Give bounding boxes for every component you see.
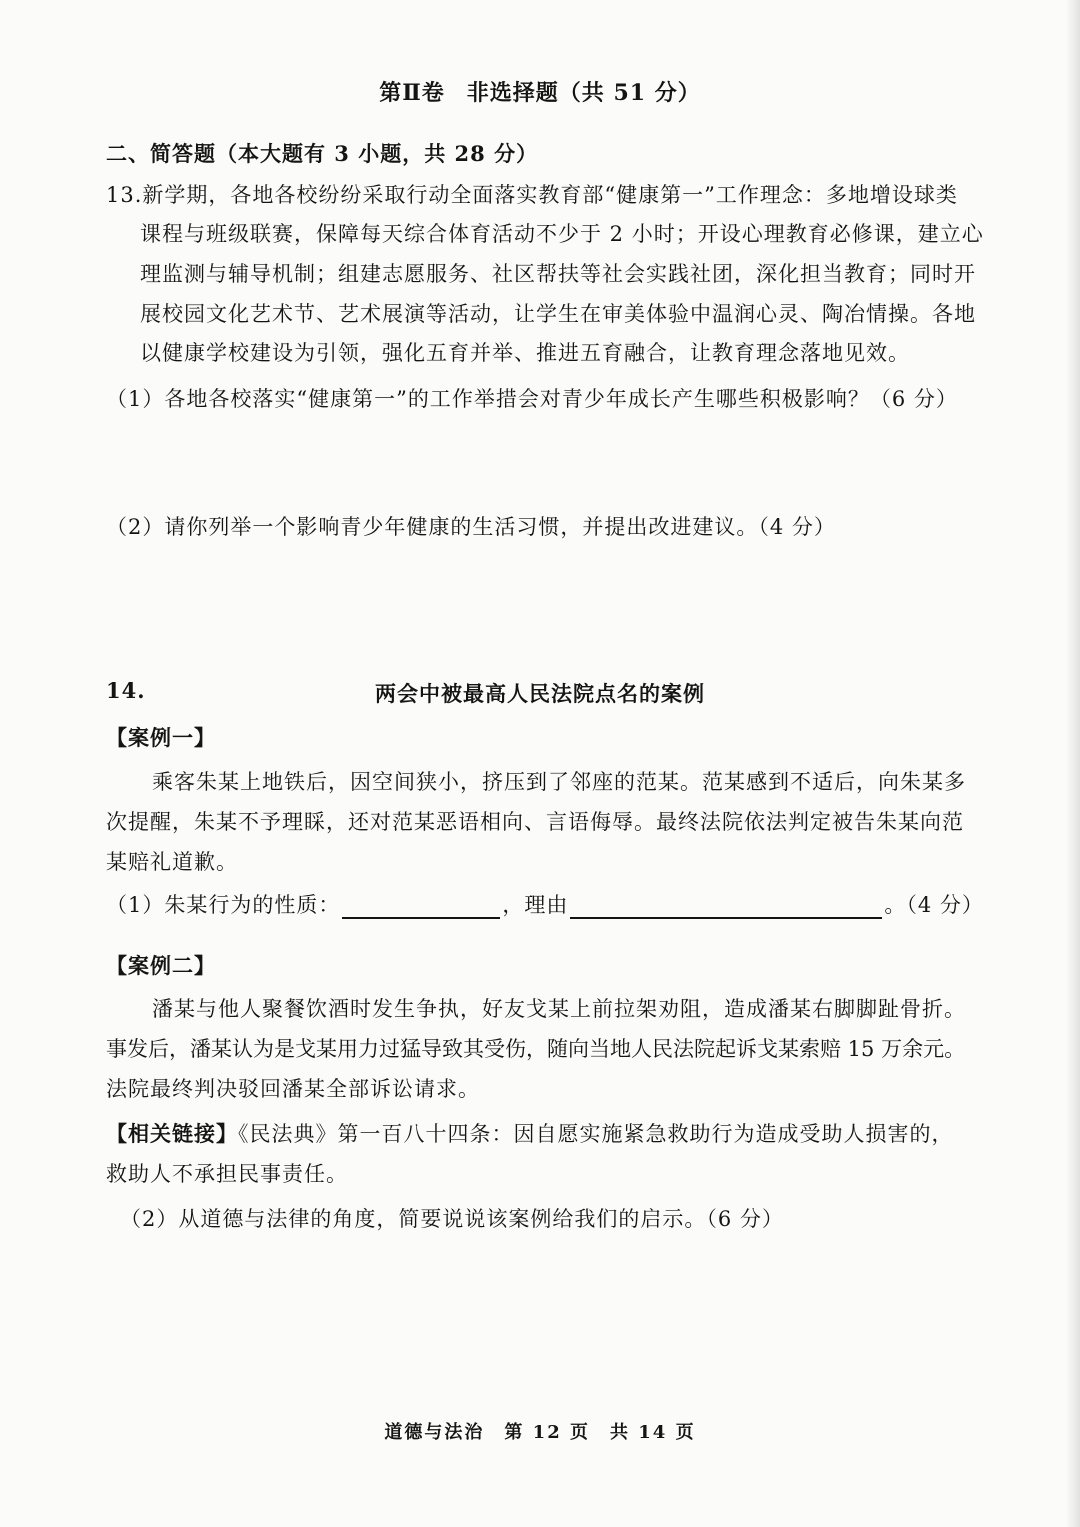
- related-link-text-2: 救助人不承担民事责任。: [106, 1162, 348, 1186]
- related-link-label: 【相关链接】: [106, 1121, 238, 1146]
- case1-line-3: 某赔礼道歉。: [106, 850, 238, 874]
- case2-line-3: 法院最终判决驳回潘某全部诉讼请求。: [106, 1077, 480, 1101]
- part-label: 非选择题（共 51 分）: [466, 80, 701, 106]
- q13-line-3: 理监测与辅导机制；组建志愿服务、社区帮扶等社会实践社团，深化担当教育；同时开: [140, 262, 976, 286]
- case2-heading: 【案例二】: [106, 953, 216, 978]
- q14-title: 两会中被最高人民法院点名的案例: [375, 681, 705, 706]
- section-title: 二、简答题（本大题有 3 小题，共 28 分）: [106, 141, 539, 166]
- q13-sub-question-1: （1）各地各校落实“健康第一”的工作举措会对青少年成长产生哪些积极影响？（6 分）: [106, 387, 958, 411]
- q13-sub-question-2: （2）请你列举一个影响青少年健康的生活习惯，并提出改进建议。（4 分）: [106, 515, 836, 539]
- case2-line-2: 事发后，潘某认为是戈某用力过猛导致其受伤，随向当地人民法院起诉戈某索赔 15 万余元。: [106, 1037, 966, 1061]
- case2-line-1: 潘某与他人聚餐饮酒时发生争执，好友戈某上前拉架劝阻，造成潘某右脚脚趾骨折。: [152, 997, 966, 1021]
- case1-fill-question: [106, 889, 984, 919]
- page-footer: 道德与法治 第 12 页 共 14 页: [384, 1422, 696, 1443]
- volume-label: 第Ⅱ卷: [379, 80, 445, 106]
- q13-line-1: 13.新学期，各地各校纷纷采取行动全面落实教育部“健康第一”工作理念：多地增设球类: [106, 183, 958, 207]
- reason-answer-blank[interactable]: [570, 895, 882, 919]
- case1-line-2: 次提醒，朱某不予理睬，还对范某恶语相向、言语侮辱。最终法院依法判定被告朱某向范: [106, 810, 964, 834]
- case1-heading: 【案例一】: [106, 725, 216, 750]
- case1-question-mid: ，理由: [502, 893, 569, 917]
- case1-question-suffix: 。（4 分）: [884, 893, 984, 917]
- case1-line-1: 乘客朱某上地铁后，因空间狭小，挤压到了邻座的范某。范某感到不适后，向朱某多: [152, 770, 966, 794]
- related-link-text: 《民法典》第一百八十四条：因自愿实施紧急救助行为造成受助人损害的，: [238, 1122, 954, 1146]
- page-edge-shadow: [1066, 0, 1080, 1527]
- case1-question-prefix: （1）朱某行为的性质：: [106, 893, 341, 917]
- nature-answer-blank[interactable]: [342, 895, 500, 919]
- q13-line-2: 课程与班级联赛，保障每天综合体育活动不少于 2 小时；开设心理教育必修课，建立心: [140, 222, 984, 246]
- paper-volume-title: [0, 76, 1080, 107]
- case2-question: （2）从道德与法律的角度，简要说说该案例给我们的启示。（6 分）: [120, 1207, 784, 1231]
- related-link: [106, 1118, 954, 1148]
- q14-number: 14.: [106, 678, 146, 703]
- q13-line-5: 以健康学校建设为引领，强化五育并举、推进五育融合，让教育理念落地见效。: [140, 341, 910, 365]
- q13-line-4: 展校园文化艺术节、艺术展演等活动，让学生在审美体验中温润心灵、陶冶情操。各地: [140, 302, 976, 326]
